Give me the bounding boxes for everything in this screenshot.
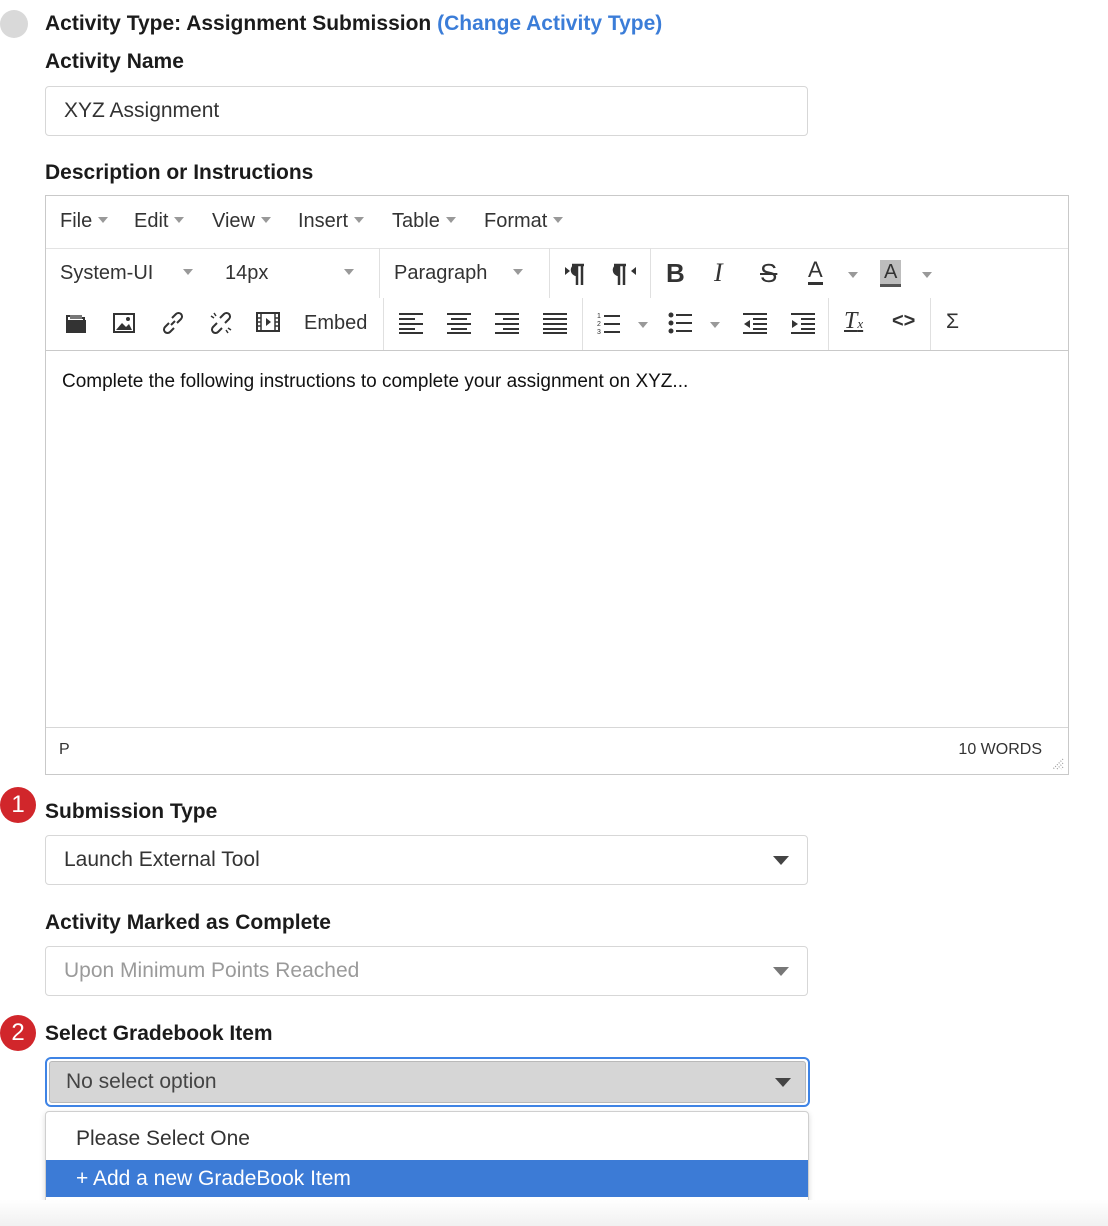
block-format-select[interactable]: Paragraph bbox=[394, 262, 523, 285]
activity-name-input[interactable]: XYZ Assignment bbox=[45, 86, 808, 136]
gradebook-select[interactable] bbox=[45, 1057, 810, 1107]
italic-icon[interactable]: I bbox=[714, 258, 723, 287]
editor-menubar bbox=[46, 196, 1068, 249]
step-indicator bbox=[0, 10, 28, 38]
file-manager-icon[interactable] bbox=[64, 312, 88, 336]
word-count: 10 WORDS bbox=[958, 741, 1042, 758]
dropdown-option-please-select[interactable]: Please Select One bbox=[76, 1127, 250, 1150]
svg-text:3: 3 bbox=[597, 329, 601, 336]
math-sigma-icon[interactable]: Σ bbox=[946, 310, 959, 333]
editor-content-text: Complete the following instructions to complete your assignment on XYZ... bbox=[62, 371, 689, 392]
indent-icon[interactable] bbox=[790, 312, 816, 334]
gradebook-dropdown-menu bbox=[45, 1111, 809, 1205]
clear-formatting-icon[interactable]: Tx bbox=[844, 308, 864, 334]
gradebook-select-field[interactable] bbox=[49, 1061, 806, 1103]
element-path[interactable]: P bbox=[59, 741, 70, 758]
bullet-list-icon[interactable] bbox=[668, 310, 694, 336]
align-right-icon[interactable] bbox=[494, 312, 520, 334]
description-label: Description or Instructions bbox=[45, 161, 314, 184]
text-color-dropdown-icon[interactable] bbox=[848, 272, 858, 278]
link-icon[interactable] bbox=[160, 310, 186, 336]
chevron-down-icon bbox=[773, 856, 789, 865]
chevron-down-icon bbox=[775, 1078, 791, 1087]
marked-complete-label: Activity Marked as Complete bbox=[45, 911, 331, 934]
background-color-dropdown-icon[interactable] bbox=[922, 272, 932, 278]
editor-statusbar bbox=[46, 727, 1068, 774]
bold-icon[interactable]: B bbox=[666, 258, 685, 288]
rich-text-editor bbox=[45, 195, 1069, 775]
align-justify-icon[interactable] bbox=[542, 312, 568, 334]
resize-handle-icon[interactable] bbox=[1050, 756, 1064, 770]
svg-text:2: 2 bbox=[597, 321, 601, 328]
gradebook-select-value: No select option bbox=[66, 1070, 217, 1093]
bullet-list-dropdown-icon[interactable] bbox=[710, 322, 720, 328]
step-badge-1: 1 bbox=[0, 787, 36, 823]
menu-view[interactable]: View bbox=[212, 210, 271, 233]
align-left-icon[interactable] bbox=[398, 312, 424, 334]
menu-format[interactable]: Format bbox=[484, 210, 563, 233]
dropdown-option-add-gradebook-item[interactable]: + Add a new GradeBook Item bbox=[46, 1160, 808, 1197]
marked-complete-select bbox=[45, 946, 808, 996]
font-size-select[interactable]: 14px bbox=[225, 262, 354, 285]
embed-button[interactable]: Embed bbox=[304, 312, 368, 334]
menu-table[interactable]: Table bbox=[392, 210, 456, 233]
gradebook-label: Select Gradebook Item bbox=[45, 1022, 273, 1045]
bottom-edge bbox=[0, 1200, 1108, 1226]
editor-content-area[interactable] bbox=[46, 351, 1068, 728]
ltr-direction-icon[interactable] bbox=[562, 262, 588, 286]
change-activity-type-link[interactable]: (Change Activity Type) bbox=[437, 12, 663, 35]
svg-text:1: 1 bbox=[597, 313, 601, 320]
menu-insert[interactable]: Insert bbox=[298, 210, 364, 233]
align-center-icon[interactable] bbox=[446, 312, 472, 334]
step-badge-2: 2 bbox=[0, 1015, 36, 1051]
editor-toolbar-row-1 bbox=[46, 248, 1068, 298]
activity-name-label: Activity Name bbox=[45, 50, 184, 73]
submission-type-value: Launch External Tool bbox=[64, 848, 260, 871]
rtl-direction-icon[interactable] bbox=[610, 262, 638, 286]
submission-type-label: Submission Type bbox=[45, 800, 218, 823]
numbered-list-dropdown-icon[interactable] bbox=[638, 322, 648, 328]
unlink-icon[interactable] bbox=[208, 310, 234, 336]
image-icon[interactable] bbox=[112, 312, 136, 334]
font-family-select[interactable]: System-UI bbox=[60, 262, 193, 285]
activity-type-text: Activity Type: Assignment Submission bbox=[45, 12, 432, 35]
submission-type-select[interactable] bbox=[45, 835, 808, 885]
menu-file[interactable]: File bbox=[60, 210, 108, 233]
strikethrough-icon[interactable]: S bbox=[760, 258, 778, 288]
numbered-list-icon[interactable] bbox=[596, 310, 622, 336]
background-color-icon[interactable]: A bbox=[880, 260, 901, 287]
text-color-icon[interactable]: A bbox=[808, 258, 823, 285]
chevron-down-icon bbox=[773, 967, 789, 976]
marked-complete-value: Upon Minimum Points Reached bbox=[64, 959, 360, 982]
media-icon[interactable] bbox=[256, 312, 280, 332]
outdent-icon[interactable] bbox=[742, 312, 768, 334]
editor-toolbar-row-2 bbox=[46, 298, 1068, 351]
activity-type-heading bbox=[45, 12, 662, 36]
menu-edit[interactable]: Edit bbox=[134, 210, 184, 233]
source-code-icon[interactable]: <> bbox=[892, 310, 916, 332]
